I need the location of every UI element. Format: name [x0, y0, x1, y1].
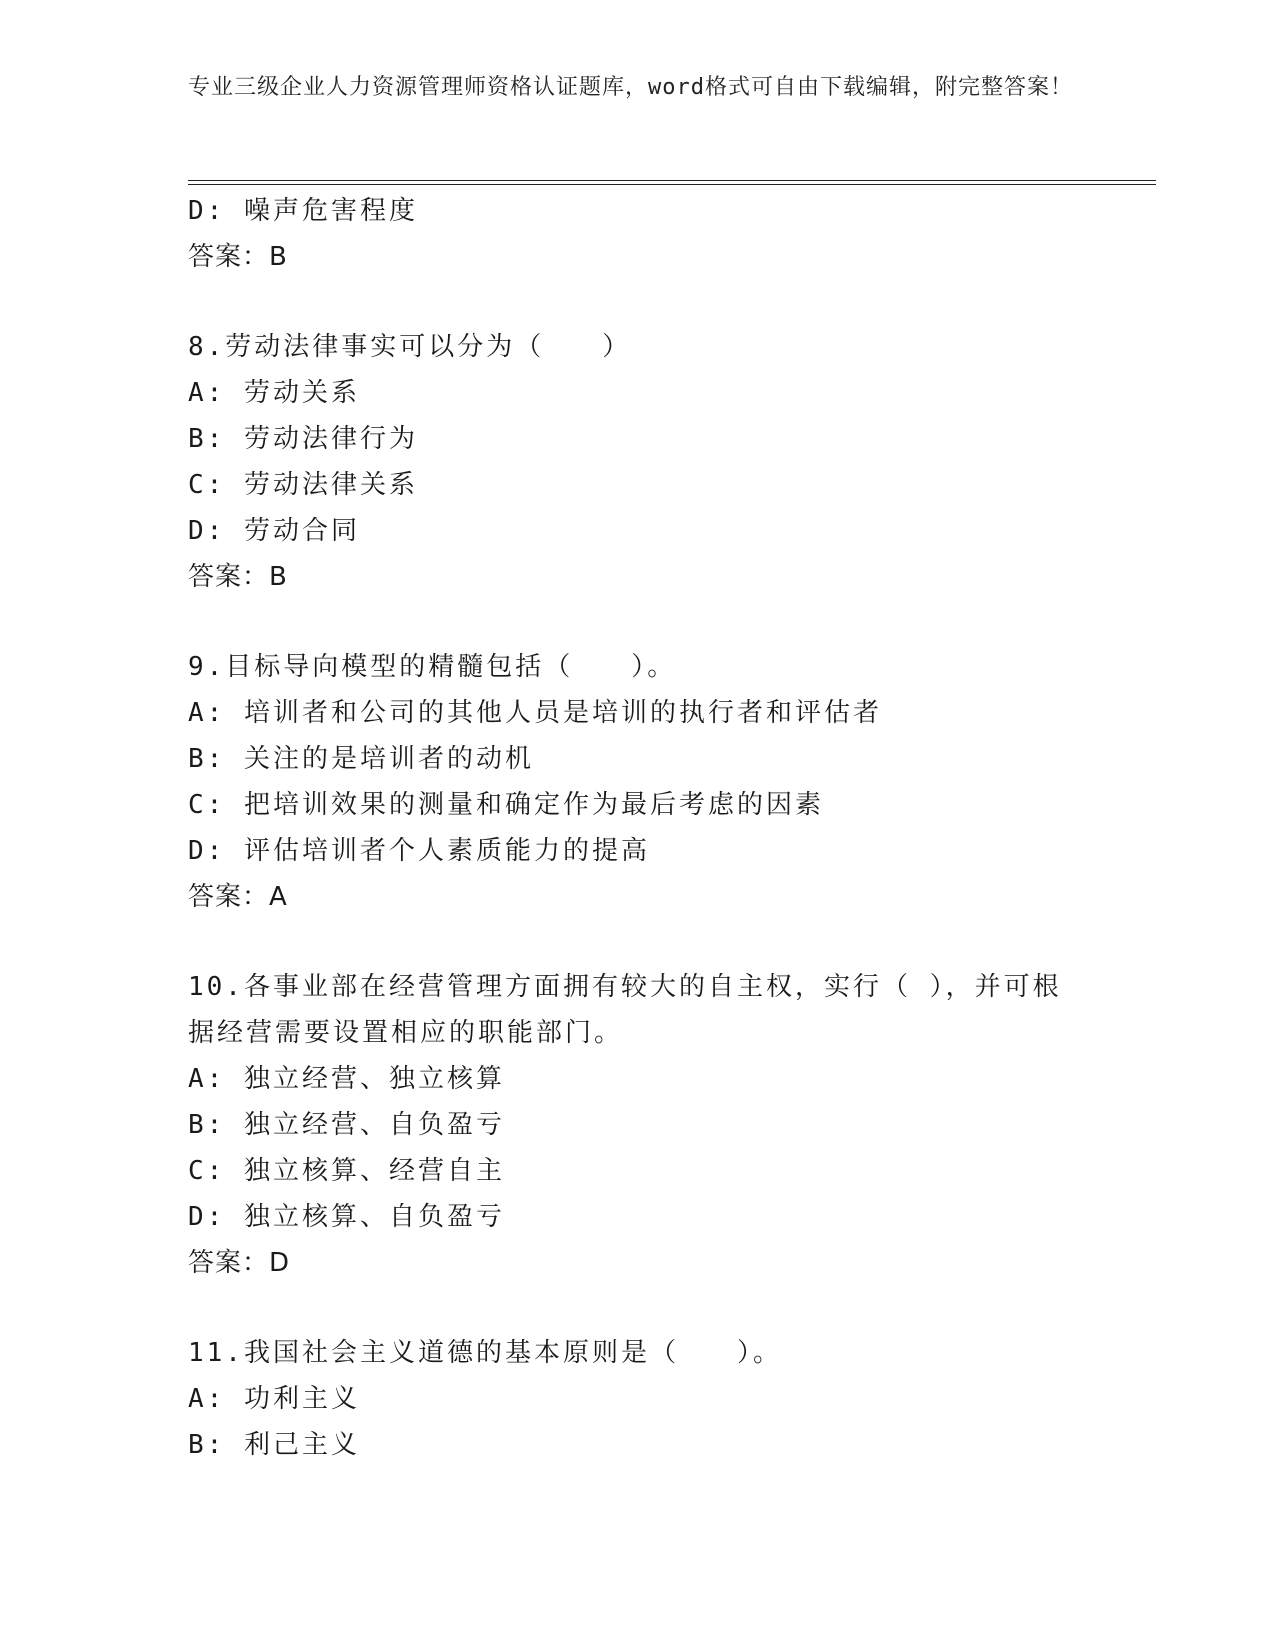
spacer — [188, 920, 1088, 964]
option-b: B: 劳动法律行为 — [188, 424, 418, 454]
spacer — [188, 1286, 1088, 1330]
option-c: C: 劳动法律关系 — [188, 470, 418, 500]
question-text: 10.各事业部在经营管理方面拥有较大的自主权，实行（ ），并可根 — [188, 972, 1062, 1002]
page-header: 专业三级企业人力资源管理师资格认证题库，word格式可自由下载编辑，附完整答案！ — [188, 75, 1073, 100]
option-a: A: 独立经营、独立核算 — [188, 1064, 505, 1094]
answer-line: 答案：B — [188, 562, 288, 592]
question-list — [188, 188, 1088, 1468]
option-c: C: 把培训效果的测量和确定作为最后考虑的因素 — [188, 790, 824, 820]
option-b: B: 利己主义 — [188, 1430, 360, 1460]
question-text: 8.劳动法律事实可以分为（ ） — [188, 332, 632, 362]
option-a: A: 培训者和公司的其他人员是培训的执行者和评估者 — [188, 698, 882, 728]
option-a: A: 劳动关系 — [188, 378, 360, 408]
spacer — [188, 280, 1088, 324]
spacer — [188, 600, 1088, 644]
option-b: B: 独立经营、自负盈亏 — [188, 1110, 505, 1140]
question-text: 11.我国社会主义道德的基本原则是（ ）。 — [188, 1338, 782, 1368]
answer-line: 答案：D — [188, 1248, 291, 1278]
answer-line: 答案：A — [188, 882, 288, 912]
answer-line: 答案：B — [188, 242, 288, 272]
option-b: B: 关注的是培训者的动机 — [188, 744, 534, 774]
option-d: D: 评估培训者个人素质能力的提高 — [188, 836, 650, 866]
option-d: D: 劳动合同 — [188, 516, 360, 546]
header-divider — [188, 180, 1156, 185]
option-d: D: 噪声危害程度 — [188, 196, 418, 226]
question-text-continued: 据经营需要设置相应的职能部门。 — [188, 1018, 624, 1048]
option-d: D: 独立核算、自负盈亏 — [188, 1202, 505, 1232]
option-c: C: 独立核算、经营自主 — [188, 1156, 505, 1186]
option-a: A: 功利主义 — [188, 1384, 360, 1414]
question-text: 9.目标导向模型的精髓包括（ ）。 — [188, 652, 677, 682]
